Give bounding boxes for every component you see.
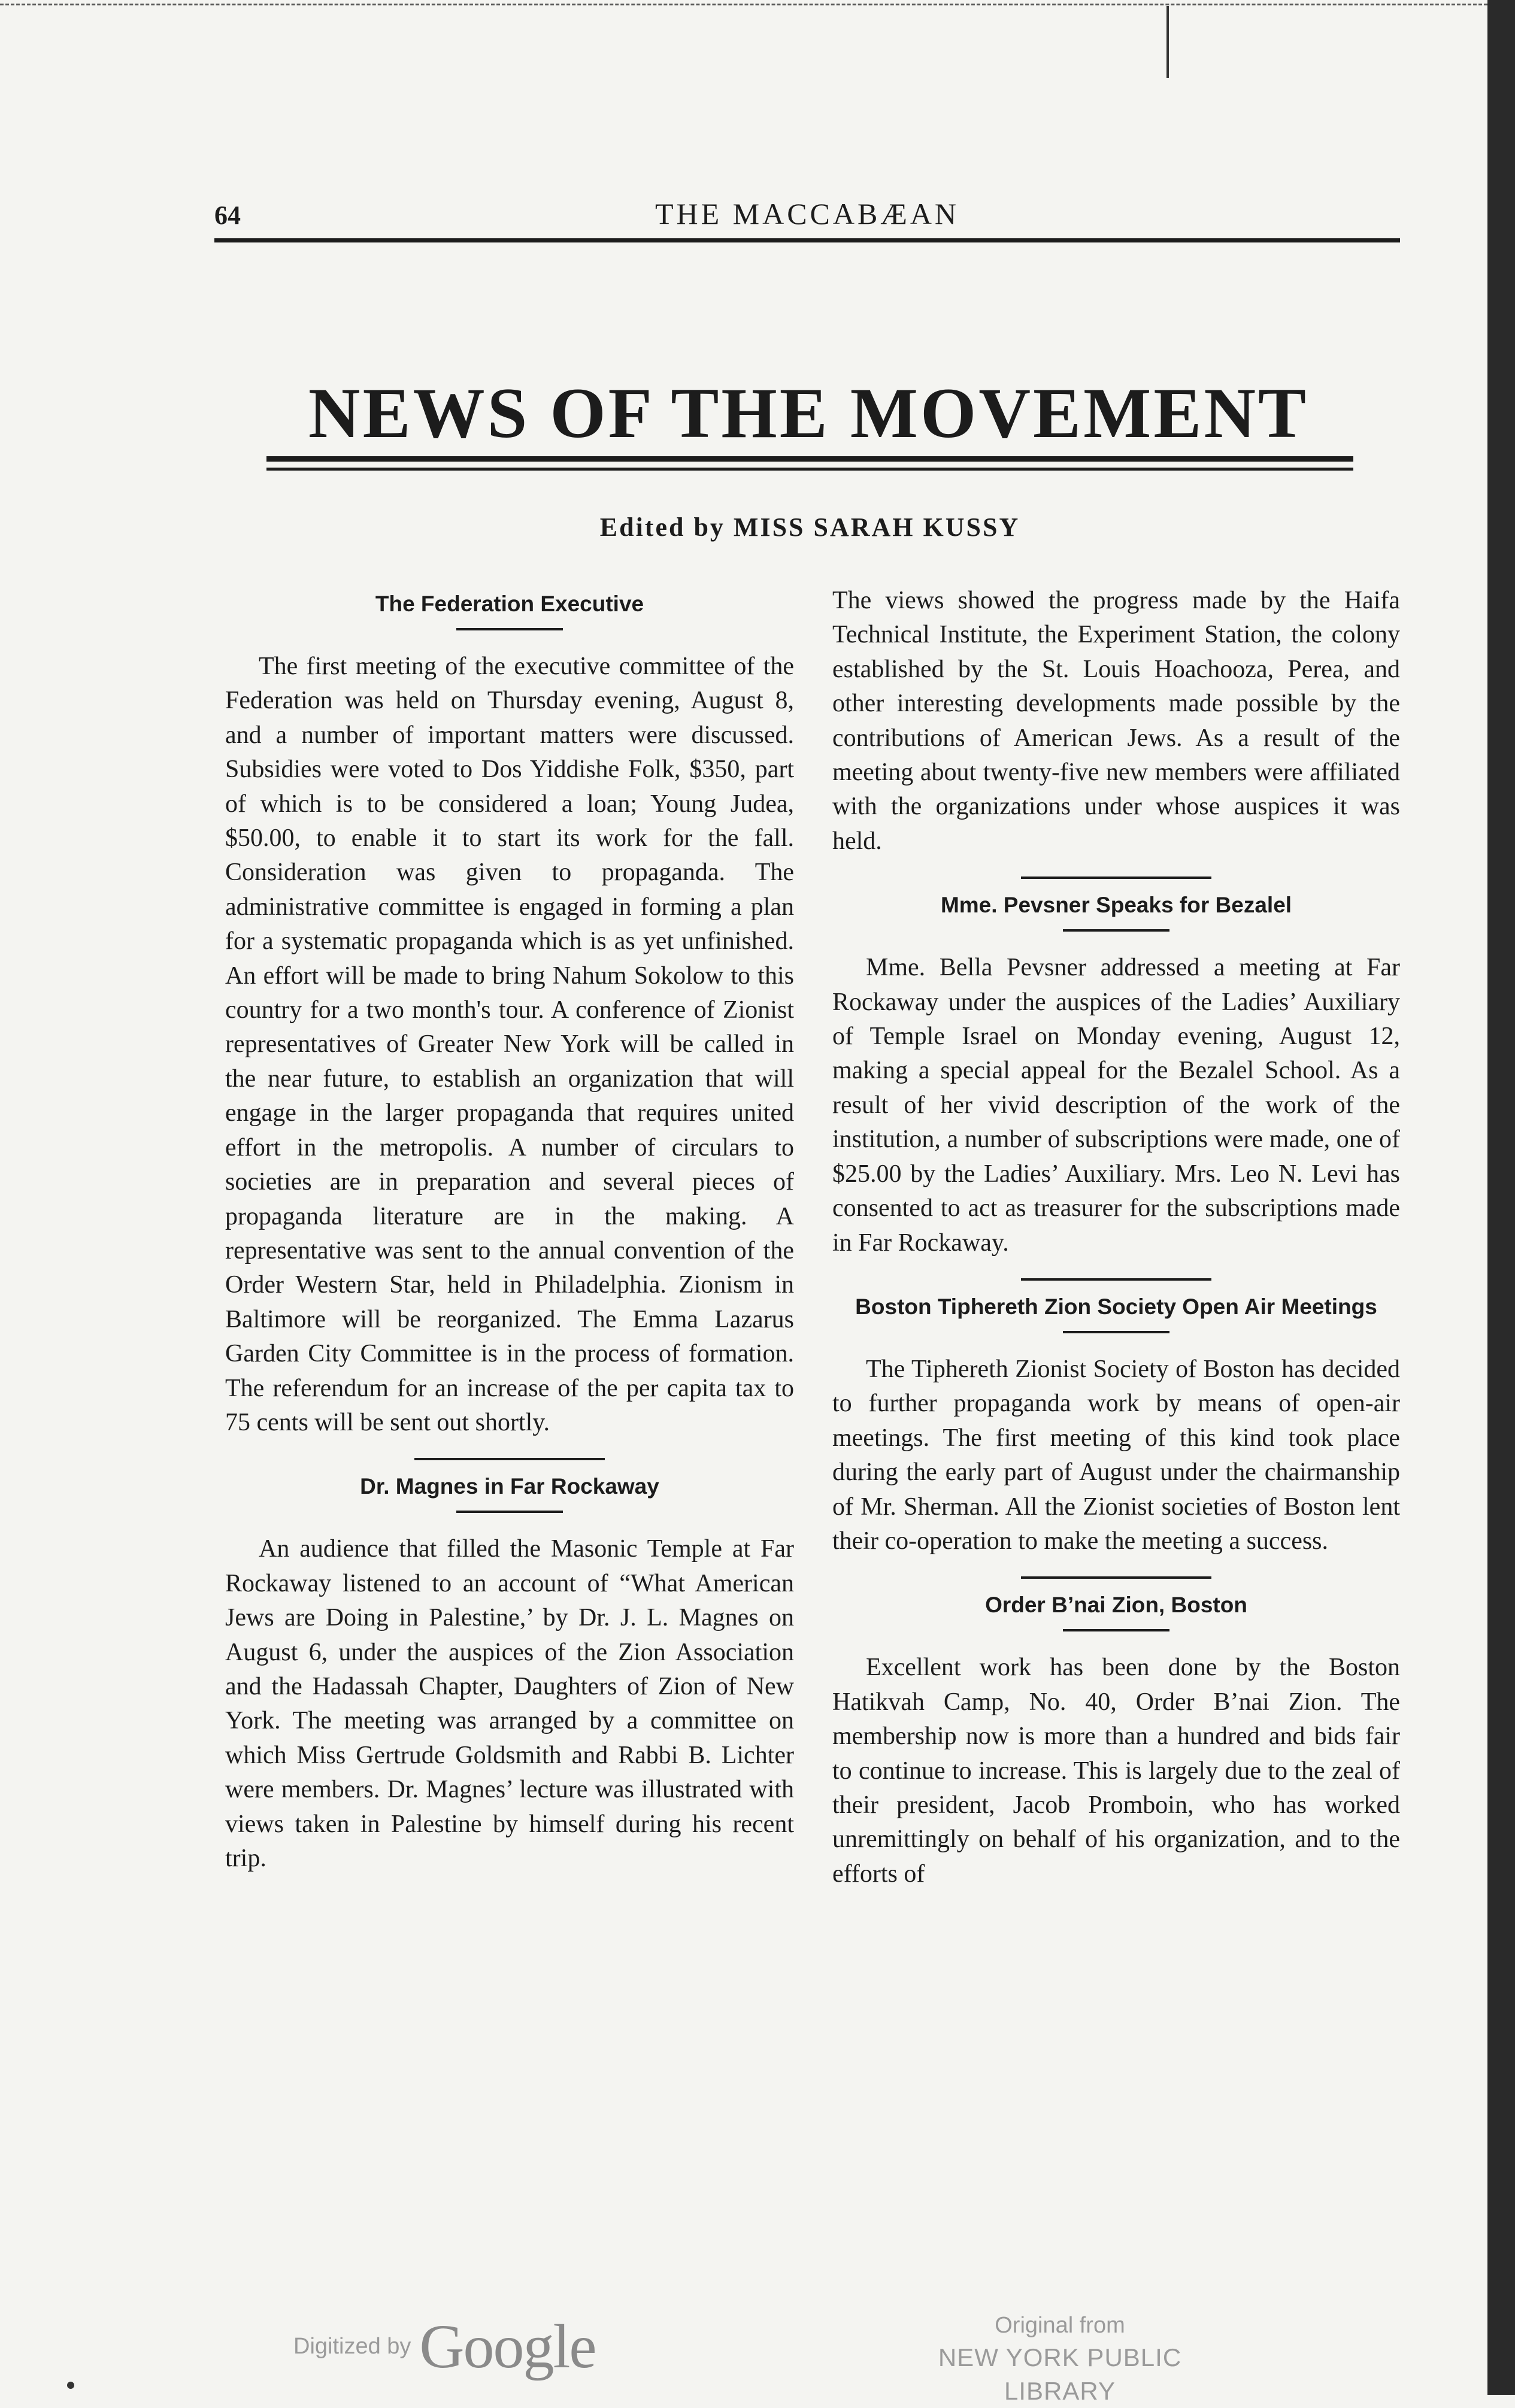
- running-title: THE MACCABÆAN: [655, 197, 960, 231]
- article-text-pevsner: Mme. Bella Pevsner addressed a meeting at Far Rockaway under the auspices of the Ladies’ Auxiliary of Temple Israel on Monday evening, August 12, making a special appeal for the Bezalel School. As a result of her vivid description of the work of the institution, a number of subscriptions were made, one of $25.00 by the Ladies’ Auxiliary. Mrs. Leo N. Levi has consented to act as treasurer for the subscriptions made in Far Rockaway.: [832, 954, 1400, 1257]
- digitized-label: Digitized by: [293, 2334, 411, 2359]
- heading-rule: [1063, 929, 1169, 932]
- scan-speck: [67, 2382, 74, 2389]
- header-rule: [214, 238, 1400, 242]
- article-heading-pevsner: Mme. Pevsner Speaks for Bezalel: [940, 893, 1292, 918]
- original-from-label: Original from: [995, 2313, 1125, 2338]
- article-heading-bnai-zion: Order B’nai Zion, Boston: [985, 1593, 1247, 1618]
- heading-rule: [1063, 1629, 1169, 1631]
- page-number: 64: [214, 201, 241, 230]
- heading-rule: [456, 628, 563, 630]
- article-heading-boston-tiphereth: Boston Tiphereth Zion Society Open Air Meetings: [855, 1294, 1377, 1319]
- title-rule-thin: [266, 468, 1353, 471]
- article-separator: [1021, 877, 1211, 879]
- google-logo: Google: [419, 2312, 596, 2381]
- byline: Edited by MISS SARAH KUSSY: [599, 512, 1020, 542]
- title-rule-thick: [266, 456, 1353, 462]
- article-heading-magnes: Dr. Magnes in Far Rockaway: [360, 1474, 659, 1499]
- scan-top-edge: [0, 4, 1487, 5]
- digitized-by-credit: [293, 2311, 596, 2382]
- article-text-boston-tiphereth: The Tiphereth Zionist Society of Boston has decided to further propaganda work by means of open-air meetings. The first meeting of this kind took place during the early part of August under the chairmanship of Mr. Sherman. All the Zionist societies of Boston lent their co-operation to make the meeting a success.: [832, 1355, 1400, 1555]
- library-name: NEW YORK PUBLIC LIBRARY: [938, 2343, 1182, 2405]
- article-separator: [1021, 1576, 1211, 1579]
- heading-rule: [1063, 1331, 1169, 1333]
- original-source-credit: [880, 2310, 1240, 2408]
- article-text-magnes: An audience that filled the Masonic Temple at Far Rockaway listened to an account of “What American Jews are Doing in Palestine,’ by Dr. J. L. Magnes on August 6, under the auspices of the Zion Association and the Hadassah Chapter, Daughters of Zion of New York. The meeting was arranged by a committee on which Miss Gertrude Goldsmith and Rabbi B. Lichter were members. Dr. Magnes’ lecture was illustrated with views taken in Palestine by himself during his recent trip.: [225, 1535, 794, 1872]
- heading-rule: [456, 1511, 563, 1513]
- article-heading-federation: The Federation Executive: [375, 592, 644, 616]
- article-text-federation: The first meeting of the executive committee of the Federation was held on Thursday evening, August 8, and a number of important matters were discussed. Subsidies were voted to Dos Yiddishe Folk, $350, part of which is to be considered a loan; Young Judea, $50.00, to enable it to start its work for the fall. Consideration was given to propaganda. The administrative committee is engaged in forming a plan for a systematic propaganda which is as yet unfinished. An effort will be made to bring Nahum Sokolow to this country for a two month's tour. A conference of Zionist representatives of Greater New York will be called in the near future, to establish an organization that will engage in the larger propaganda that requires united effort in the metropolis. A number of circulars to societies are in preparation and several pieces of propaganda literature are in the making. A representative was sent to the annual convention of the Order Western Star, held in Philadelphia. Zionism in Baltimore will be reorganized. The Emma Lazarus Garden City Committee is in the process of formation. The referendum for an increase of the per capita tax to 75 cents will be sent out shortly.: [225, 653, 794, 1436]
- section-title: NEWS OF THE MOVEMENT: [308, 373, 1309, 453]
- article-separator: [414, 1458, 605, 1460]
- article-text-bnai-zion: Excellent work has been done by the Boston Hatikvah Camp, No. 40, Order B’nai Zion. The membership now is more than a hundred and bids fair to continue to increase. This is largely due to the zeal of their president, Jacob Promboin, who has worked unremittingly on behalf of his organization, and to the efforts of: [832, 1654, 1400, 1888]
- running-head: [214, 196, 1400, 238]
- scan-page-edge: [1487, 0, 1515, 2395]
- right-column: [832, 584, 1400, 1891]
- article-separator: [1021, 1278, 1211, 1281]
- article-text-continued: The views showed the progress made by the Haifa Technical Institute, the Experiment Station, the colony established by the St. Louis Hoachooza, Perea, and other interesting developments made possible by the contributions of American Jews. As a result of the meeting about twenty-five new members were affiliated with the organizations under whose auspices it was held.: [832, 587, 1400, 855]
- scan-mark: [1166, 6, 1169, 78]
- left-column: [225, 584, 794, 1876]
